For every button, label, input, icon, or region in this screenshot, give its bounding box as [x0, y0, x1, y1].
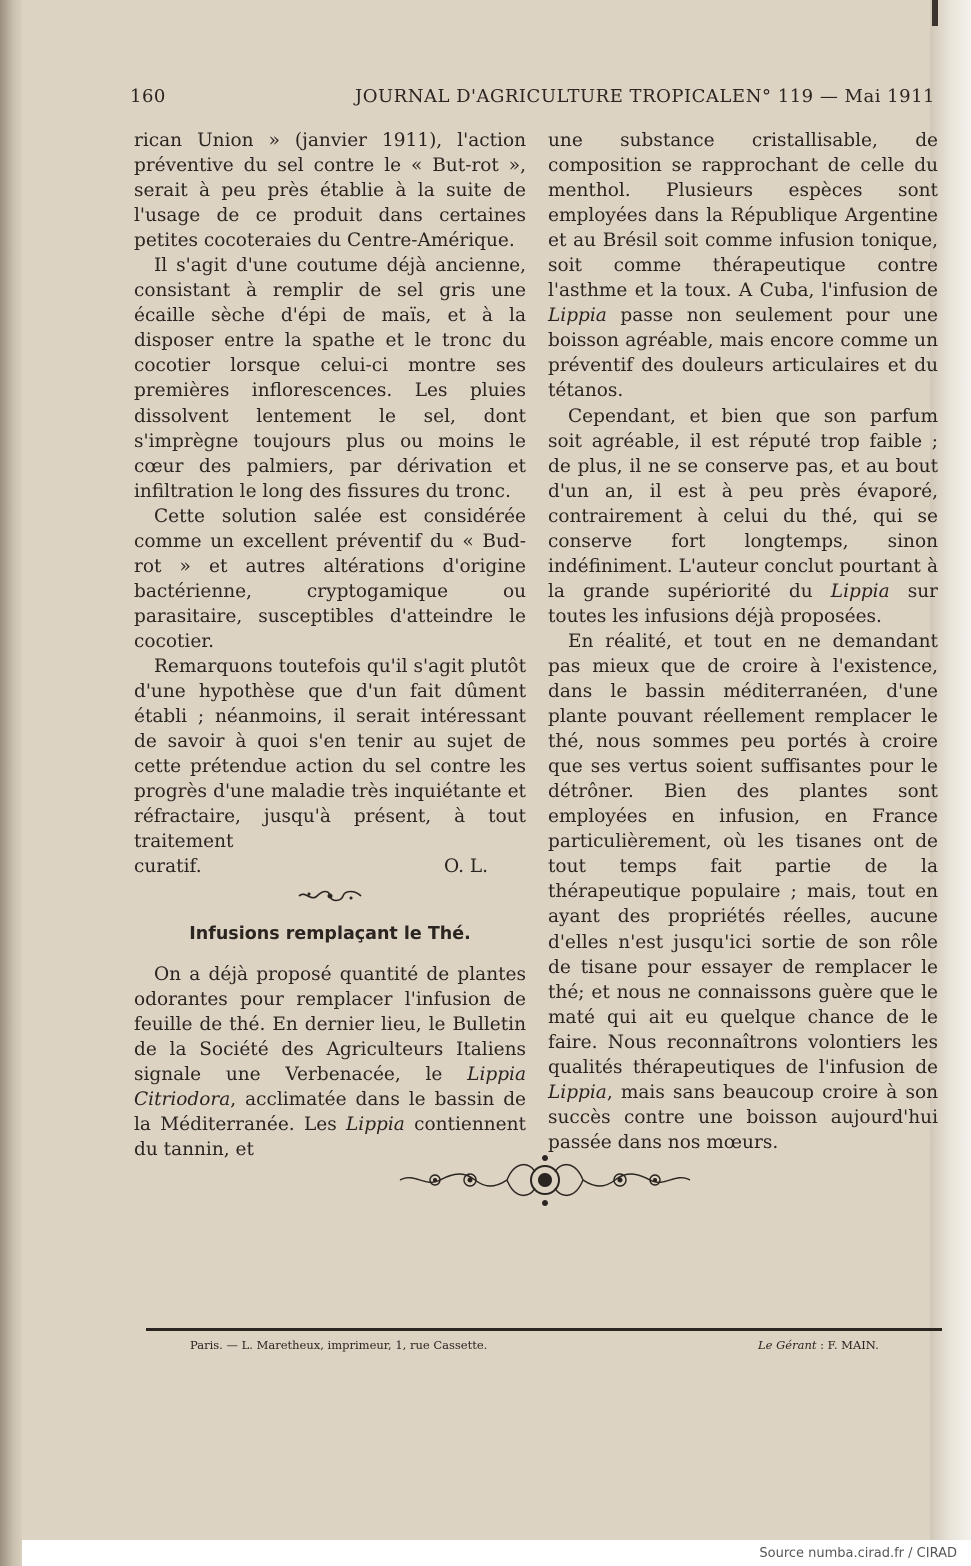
page-number: 160	[130, 86, 166, 107]
manager-label: Le Gérant	[758, 1338, 817, 1352]
manager-name: : F. MAIN.	[820, 1338, 879, 1352]
text-run: , mais sans beaucoup croire à son succès contre une boisson aujourd'hui passée dans nos mœurs.	[548, 1081, 938, 1153]
paragraph	[548, 404, 938, 629]
text-run: contiennent du tannin, et	[134, 1113, 526, 1160]
text-run: , acclimatée dans le bassin de la Méditerranée. Les	[134, 1088, 526, 1135]
text-run: On a déjà proposé quantité de plantes odorantes pour remplacer l'infusion de feuille de thé. En dernier lieu, le Bulletin de la Société des Agriculteurs Italiens signale une Verbenacée, le	[134, 963, 526, 1085]
text-run: passe non seulement pour une boisson agréable, mais encore comme un préventif des douleurs articulaires et du tétanos.	[548, 305, 938, 402]
paragraph	[548, 629, 938, 1155]
paragraph: Cette solution salée est considérée comme un excellent préventif du « Bud-rot » et autres altérations d'origine bactérienne, cryptogamique ou parasitaire, susceptibles d'atteindre le cocotier.	[134, 505, 526, 652]
text-run: sur toutes les infusions déjà proposées.	[548, 580, 938, 627]
page-corner-shadow	[932, 0, 938, 26]
paragraph	[134, 962, 526, 1162]
paragraph	[548, 128, 938, 404]
paragraph-end: curatif.	[134, 856, 202, 878]
journal-title: JOURNAL D'AGRICULTURE TROPICALE	[355, 86, 746, 107]
running-header	[130, 86, 935, 110]
italic-run: Lippia	[830, 580, 890, 602]
italic-run: Lippia	[548, 1081, 607, 1103]
manager-credit	[758, 1338, 879, 1352]
italic-run: Lippia Citriodora	[134, 1063, 526, 1110]
section-title: Infusions remplaçant le Thé.	[189, 924, 471, 945]
issue-number: N° 119 — Mai 1911	[745, 86, 935, 107]
source-credit: Source numba.cirad.fr / CIRAD	[759, 1546, 957, 1561]
left-column	[134, 128, 526, 1162]
text-run: En réalité, et tout en ne demandant pas mieux que de croire à l'existence, dans le bassin méditerranéen, d'une plante pouvant réellement remplacer le thé, nous sommes peu portés à croire que ses vertus soient suffisantes pour le détrôner. Bien des plantes sont employées en infusion, en France particulièrement, où les tisanes ont de tout temps fait partie de la thérapeutique populaire ; mais, tout en ayant des propriétés réelles, aucune d'elles n'est jusqu'ici sortie de son rôle de tisane pour essayer de remplacer le thé; et nous ne connaissons guère que le maté qui ait eu quelque chance de le faire. Nous reconnaîtrons volontiers les qualités thérapeutiques de l'infusion de	[548, 630, 938, 1078]
signature-line	[134, 854, 526, 879]
book-binding	[0, 0, 22, 1566]
text-run: une substance cristallisable, de composition se rapprochant de celle du menthol. Plusieurs espèces sont employées dans la République Argentine et au Brésil soit comme infusion tonique, soit comme thérapeutique contre l'asthme et la toux. A Cuba, l'infusion de	[548, 130, 938, 302]
separator-ornament	[134, 885, 526, 910]
author-signature: O. L.	[443, 856, 488, 878]
right-column	[548, 128, 938, 1155]
end-ornament-icon	[395, 1150, 695, 1210]
italic-run: Lippia	[548, 305, 607, 327]
text-run: Cependant, et bien que son parfum soit agréable, il est réputé trop faible ; de plus, il ne se conserve pas, et au bout d'un an, il est à peu près évaporé, contrairement à celui du thé, qui se conserve fort longtemps, sinon indéfiniment. L'auteur conclut pourtant à la grande supériorité du	[548, 405, 938, 602]
paragraph: rican Union » (janvier 1911), l'action préventive du sel contre le « But-rot », serait à peu près établie à la suite de l'usage de ce produit dans certaines petites cocoteraies du Centre-Amérique.	[134, 130, 526, 252]
paragraph: Remarquons toutefois qu'il s'agit plutôt d'une hypothèse que d'un fait dûment établi ; néanmoins, il serait intéressant de savoir à quoi s'en tenir au sujet de cette prétendue action du sel contre les progrès d'une maladie très inquiétante et réfractaire, jusqu'à présent, à tout traitement	[134, 655, 526, 853]
printer-credit: Paris. — L. Maretheux, imprimeur, 1, rue Cassette.	[190, 1338, 488, 1352]
vine-ornament-icon	[295, 889, 365, 903]
paragraph: Il s'agit d'une coutume déjà ancienne, consistant à remplir de sel gris une écaille sèche d'épi de maïs, et à la disposer entre la spathe et le tronc du cocotier lorsque celui-ci montre ses premières inflorescences. Les pluies dissolvent lentement le sel, dont s'imprègne toujours plus ou moins le cœur des palmiers, par dérivation et infiltration le long des fissures du tronc.	[134, 255, 526, 502]
italic-run: Lippia	[346, 1113, 405, 1135]
footer-rule	[146, 1328, 942, 1331]
